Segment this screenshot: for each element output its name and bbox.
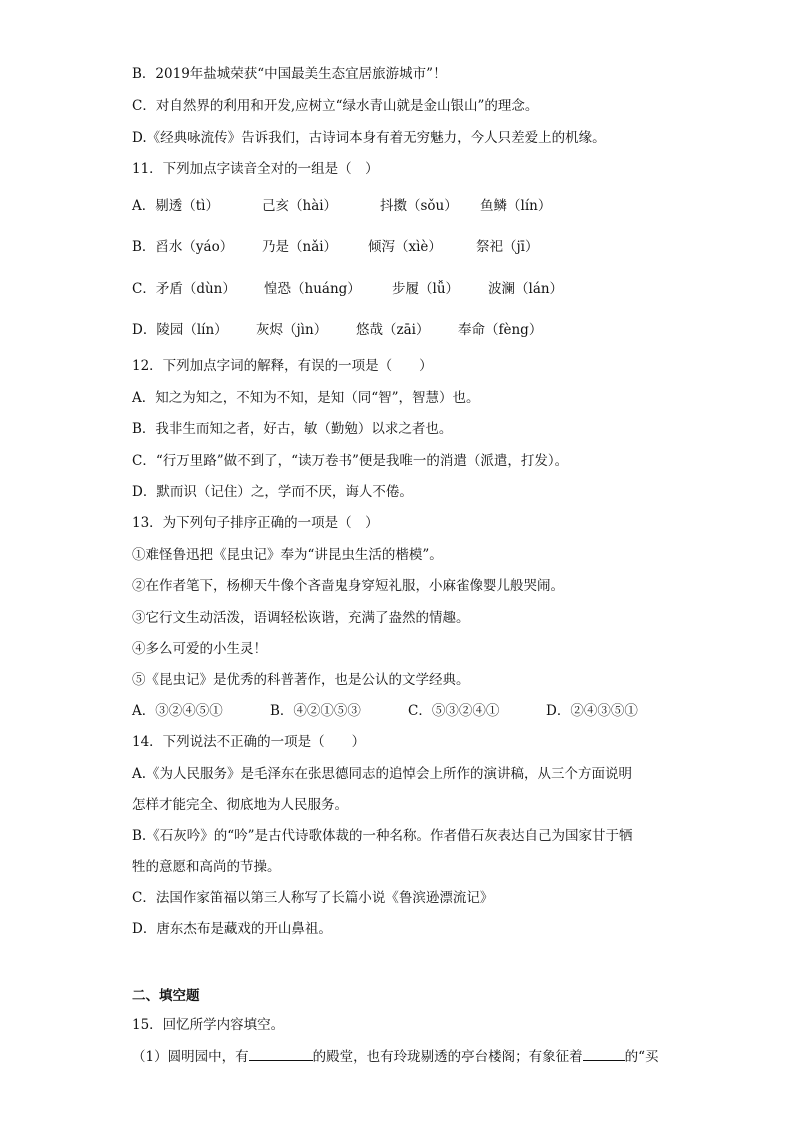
q11-d-1: D．陵园（lín） [132, 322, 228, 338]
q12-option-b: B．我非生而知之者，好古，敏（勤勉）以求之者也。 [132, 421, 453, 437]
q11-c-1: C．矛盾（dùn） [132, 281, 236, 297]
q13-sentence-4: ④多么可爱的小生灵！ [132, 641, 267, 657]
question-14: 14．下列说法不正确的一项是（ ） [132, 734, 366, 750]
q14-option-a-line1: A.《为人民服务》是毛泽东在张思德同志的追悼会上所作的演讲稿，从三个方面说明 [132, 766, 633, 782]
q11-c-3: 步履（lǚ） [392, 281, 460, 297]
q11-a-1: A．剔透（tì） [132, 198, 219, 214]
q11-a-2: 己亥（hài） [262, 198, 338, 214]
q14-option-b-line2: 牲的意愿和高尚的节操。 [132, 859, 281, 875]
q11-d-4: 奉命（fèng） [458, 322, 543, 338]
q11-b-1: B．舀水（yáo） [132, 239, 234, 255]
q11-b-2: 乃是（nǎi） [262, 239, 338, 255]
q14-option-b-line1: B.《石灰吟》的“吟”是古代诗歌体裁的一种名称。作者借石灰表达自己为国家甘于牺 [132, 828, 633, 844]
q14-option-c: C．法国作家笛福以第三人称写了长篇小说《鲁滨逊漂流记》 [132, 890, 494, 906]
q11-a-3: 抖擞（sǒu） [380, 198, 458, 214]
q13-option-a: A．③②④⑤① [132, 703, 223, 719]
q13-option-c: C．⑤③②④① [408, 703, 500, 719]
q11-c-4: 波澜（lán） [488, 281, 564, 297]
q15-1-text-c: 的“买 [624, 1049, 659, 1065]
q12-option-a: A．知之为知之，不知为不知，是知（同“智”，智慧）也。 [132, 390, 480, 406]
q12-option-c: C．“行万里路”做不到了，“读万卷书”便是我唯一的消遣（派遣，打发）。 [132, 453, 569, 469]
q11-d-3: 悠哉（zāi） [356, 322, 430, 338]
q15-item-1 [132, 1046, 659, 1067]
answer-blank-1[interactable] [249, 1046, 313, 1061]
q11-a-4: 鱼鳞（lín） [480, 198, 552, 214]
q13-option-d: D．②④③⑤① [546, 703, 638, 719]
q13-option-b: B．④②①⑤③ [270, 703, 361, 719]
question-11: 11．下列加点字读音全对的一组是（ ） [132, 161, 379, 177]
question-15: 15．回忆所学内容填空。 [132, 1017, 285, 1033]
q11-b-4: 祭祀（jī） [476, 239, 539, 255]
q13-sentence-5: ⑤《昆虫记》是优秀的科普著作，也是公认的文学经典。 [132, 672, 470, 688]
section-heading-fill-in: 二、填空题 [132, 988, 200, 1004]
q14-option-a-line2: 怎样才能完全、彻底地为人民服务。 [132, 797, 348, 813]
answer-blank-2[interactable] [583, 1046, 625, 1061]
q14-option-d: D．唐东杰布是藏戏的开山鼻祖。 [132, 921, 332, 937]
q15-1-text-b: 的殿堂，也有玲珑剔透的亭台楼阁；有象征着 [312, 1049, 583, 1065]
line-b-yancheng: B．2019年盐城荣获“中国最美生态宜居旅游城市”！ [132, 66, 447, 82]
q13-sentence-1: ①难怪鲁迅把《昆虫记》奉为“讲昆虫生活的楷模”。 [132, 547, 443, 563]
q11-d-2: 灰烬（jìn） [256, 322, 328, 338]
line-d-classics: D.《经典咏流传》告诉我们，古诗词本身有着无穷魅力，今人只差爱上的机缘。 [132, 130, 606, 146]
q15-1-text-a: （1）圆明园中，有 [132, 1049, 249, 1065]
line-c-nature: C．对自然界的利用和开发,应树立“绿水青山就是金山银山”的理念。 [132, 98, 539, 114]
question-12: 12．下列加点字词的解释，有误的一项是（ ） [132, 358, 433, 374]
q13-sentence-2: ②在作者笔下，杨柳天牛像个吝啬鬼身穿短礼服，小麻雀像婴儿般哭闹。 [132, 578, 564, 594]
q11-b-3: 倾泻（xìè） [368, 239, 442, 255]
q11-c-2: 惶恐（huáng） [264, 281, 361, 297]
q13-sentence-3: ③它行文生动活泼，语调轻松诙谐，充满了盎然的情趣。 [132, 610, 470, 626]
question-13: 13．为下列句子排序正确的一项是（ ） [132, 515, 379, 531]
q12-option-d: D．默而识（记住）之，学而不厌，诲人不倦。 [132, 484, 413, 500]
